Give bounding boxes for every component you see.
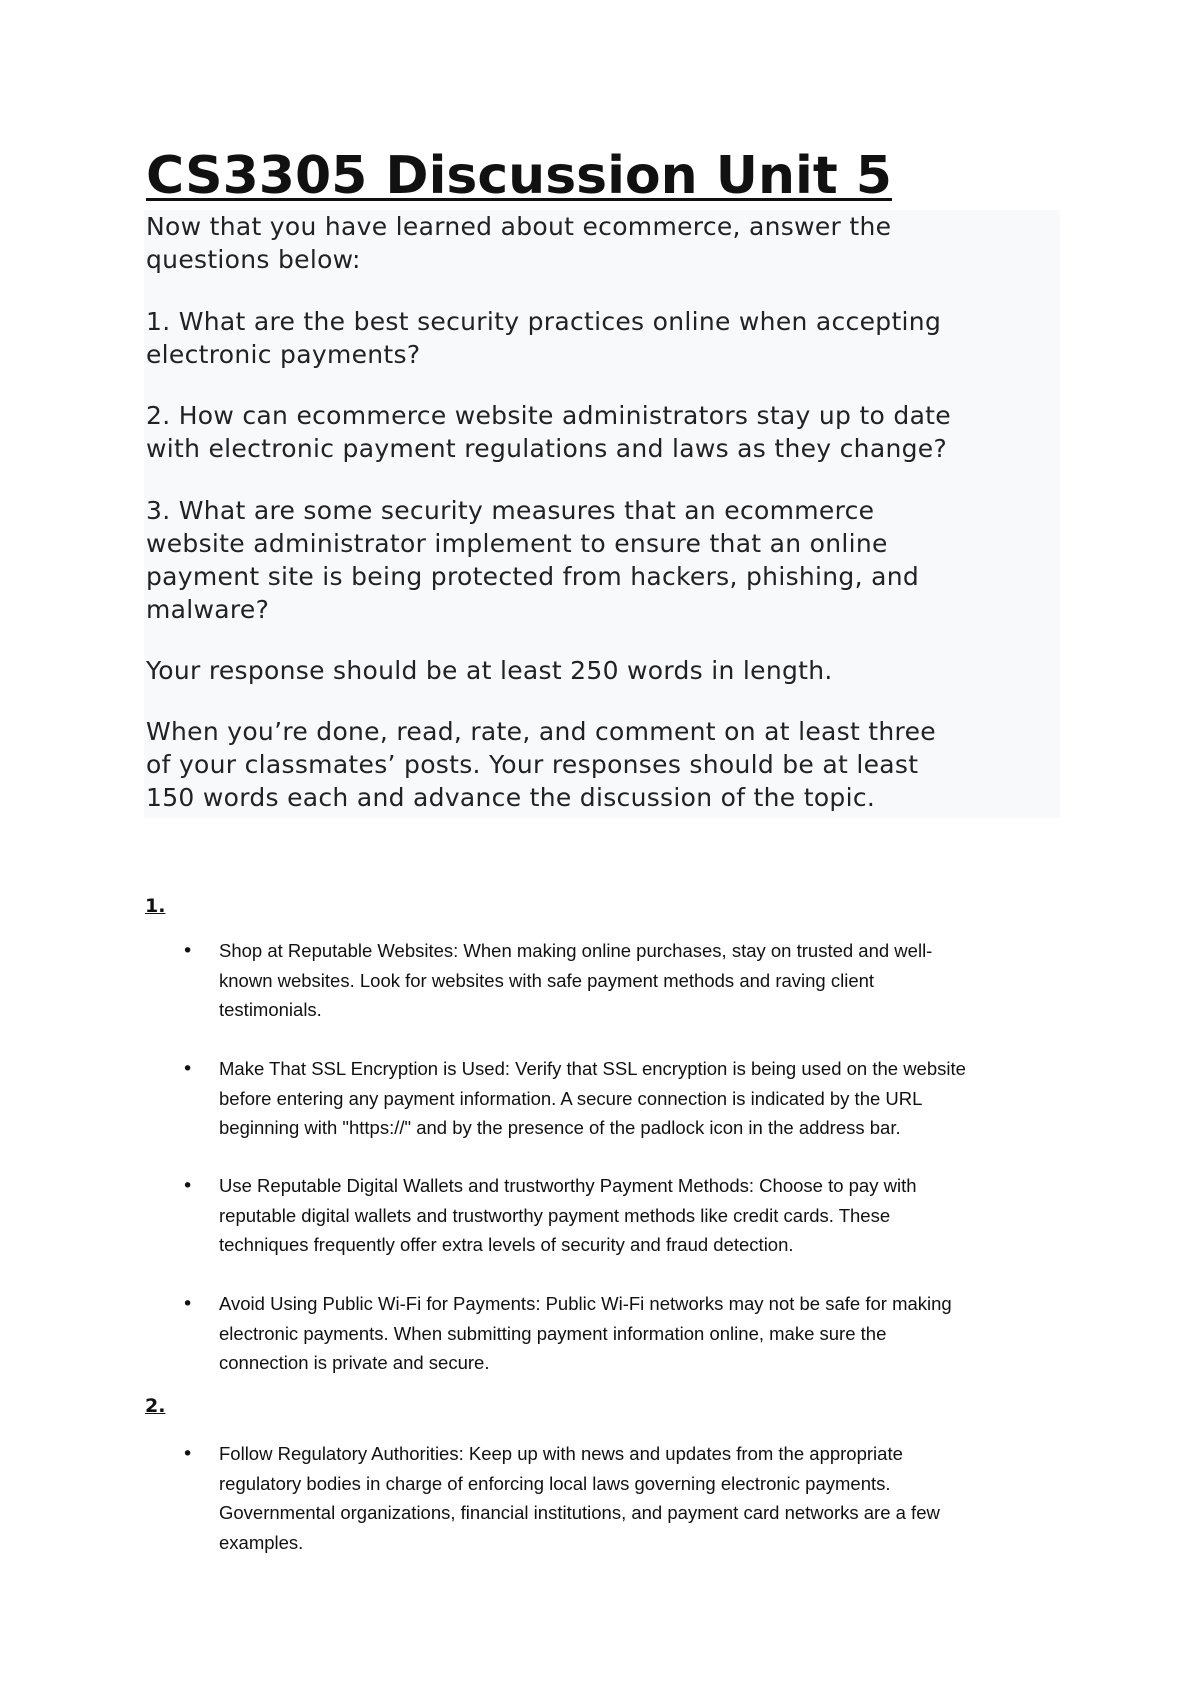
bullet-line: Shop at Reputable Websites: When making online purchases, stay on trusted and well- [219, 940, 933, 961]
prompt-intro [146, 210, 891, 276]
bullet-line: regulatory bodies in charge of enforcing local laws governing electronic payments. [219, 1472, 891, 1494]
bullet-marker: • [182, 1293, 194, 1315]
bullet-line: reputable digital wallets and trustworthy payment methods like credit cards. These [219, 1204, 891, 1226]
prompt-line: 150 words each and advance the discussion of the topic. [146, 783, 876, 812]
bullet-line: electronic payments. When submitting payment information online, make sure the [219, 1322, 887, 1344]
prompt-question-3 [146, 494, 919, 626]
bullet-text [219, 1171, 917, 1260]
prompt-line: of your classmates’ posts. Your responses should be at least [146, 750, 919, 779]
prompt-length-requirement [146, 654, 833, 687]
bullet-line: Make That SSL Encryption is Used: Verify that SSL encryption is being used on the website [219, 1058, 966, 1079]
bullet-line: Avoid Using Public Wi-Fi for Payments: Public Wi-Fi networks may not be safe for making [219, 1293, 952, 1314]
prompt-line: 1. What are the best security practices online when accepting [146, 307, 942, 336]
prompt-line: electronic payments? [146, 340, 421, 369]
prompt-peer-instructions [146, 715, 936, 814]
bullet-marker: • [182, 940, 194, 962]
prompt-question-2 [146, 399, 951, 465]
bullet-line: before entering any payment information. A secure connection is indicated by the URL [219, 1087, 923, 1109]
discussion-prompt [144, 210, 1060, 818]
bullet-line: techniques frequently offer extra levels of security and fraud detection. [219, 1234, 794, 1255]
answer-section-number: 1. [145, 895, 166, 917]
bullet-line: beginning with "https://" and by the presence of the padlock icon in the address bar. [219, 1117, 901, 1138]
prompt-question-1 [146, 305, 941, 371]
prompt-line: malware? [146, 595, 270, 624]
bullet-text [219, 936, 932, 1025]
prompt-line: website administrator implement to ensure that an online [146, 529, 888, 558]
prompt-line: When you’re done, read, rate, and comment on at least three [146, 717, 936, 746]
bullet-marker: • [182, 1058, 194, 1080]
prompt-line: Now that you have learned about ecommerce, answer the [146, 212, 892, 241]
bullet-marker: • [182, 1443, 194, 1465]
prompt-line: Your response should be at least 250 words in length. [146, 656, 833, 685]
bullet-line: Governmental organizations, financial institutions, and payment card networks are a few [219, 1502, 940, 1523]
prompt-line: 2. How can ecommerce website administrators stay up to date [146, 401, 951, 430]
bullet-text [219, 1054, 966, 1143]
document-title: CS3305 Discussion Unit 5 [146, 146, 892, 206]
prompt-line: questions below: [146, 245, 361, 274]
bullet-line: testimonials. [219, 999, 322, 1020]
prompt-line: with electronic payment regulations and laws as they change? [146, 434, 948, 463]
prompt-line: payment site is being protected from hackers, phishing, and [146, 562, 920, 591]
bullet-line: connection is private and secure. [219, 1352, 490, 1373]
bullet-line: Follow Regulatory Authorities: Keep up with news and updates from the appropriate [219, 1443, 903, 1464]
answer-section-number: 2. [145, 1395, 166, 1417]
bullet-line: Use Reputable Digital Wallets and trustworthy Payment Methods: Choose to pay with [219, 1175, 917, 1196]
bullet-line: examples. [219, 1531, 304, 1553]
bullet-marker: • [182, 1175, 194, 1197]
prompt-line: 3. What are some security measures that an ecommerce [146, 496, 875, 525]
bullet-text [219, 1439, 940, 1557]
bullet-text [219, 1289, 952, 1378]
bullet-line: known websites. Look for websites with safe payment methods and raving client [219, 969, 875, 991]
